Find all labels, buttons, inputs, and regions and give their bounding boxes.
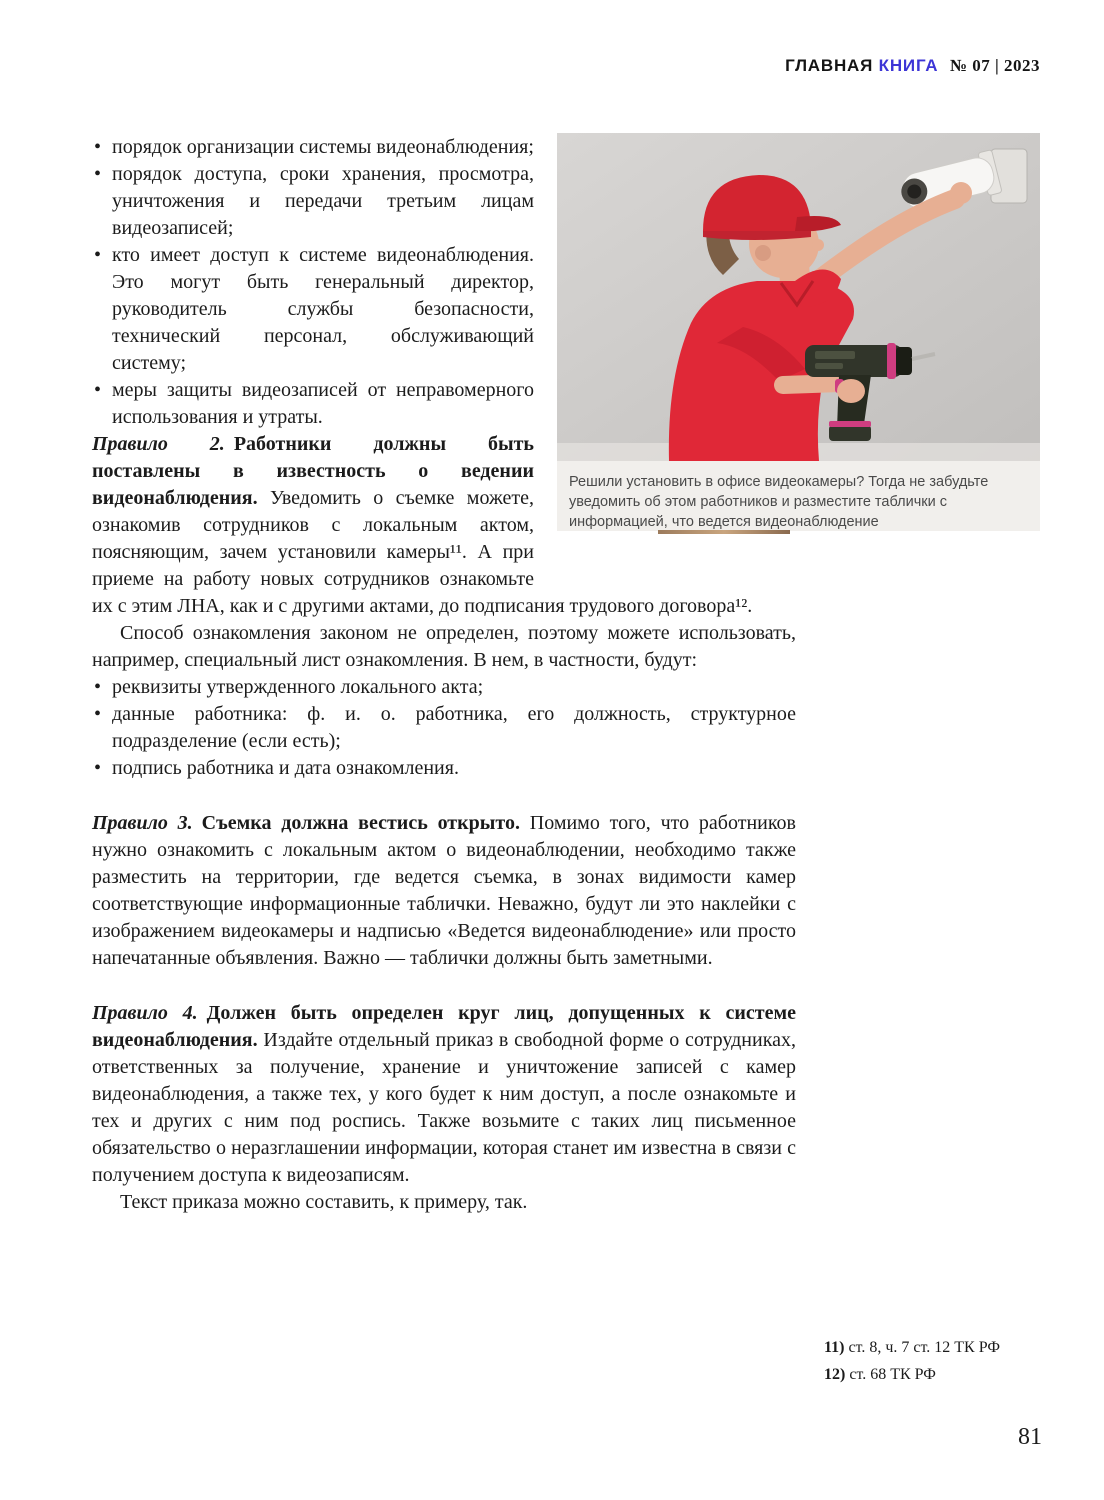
rule-2-label: Правило 2. bbox=[92, 433, 225, 455]
page-number: 81 bbox=[1018, 1424, 1042, 1450]
rule-3-label: Правило 3. bbox=[92, 812, 193, 834]
bullet-list-mid bbox=[92, 674, 796, 782]
footnote-12-text: ст. 68 ТК РФ bbox=[849, 1366, 936, 1383]
bullet-item: • порядок организации системы видеонаблюдения; bbox=[92, 134, 796, 161]
bullet-item: • порядок доступа, сроки хранения, просмотра, уничтожения и передачи третьим лицам видеозаписей; bbox=[92, 161, 796, 242]
issue-number: № 07 | 2023 bbox=[949, 56, 1040, 75]
footnotes bbox=[824, 1334, 1044, 1388]
rule-3-paragraph bbox=[92, 810, 796, 972]
paragraph-final: Текст приказа можно составить, к примеру, так. bbox=[120, 1191, 528, 1213]
footnote-12 bbox=[824, 1361, 1044, 1388]
brand-name-black: ГЛАВНАЯ bbox=[785, 56, 874, 75]
rule-2-title: Работники должны быть поставлены в известность о ведении видеонаблюдения. bbox=[92, 433, 534, 509]
bullet-item: • данные работника: ф. и. о. работника, его должность, структурное подразделение (если есть); bbox=[92, 701, 796, 755]
article-body bbox=[92, 134, 796, 1216]
footnote-11-text: ст. 8, ч. 7 ст. 12 ТК РФ bbox=[848, 1339, 1000, 1356]
bullet-item: • подпись работника и дата ознакомления. bbox=[92, 755, 796, 782]
figure-caption: Решили установить в офисе видеокамеры? Тогда не забудьте уведомить об этом работников и разместите таблички с информацией, что ведется видеонаблюдение bbox=[557, 461, 1040, 531]
footnote-11 bbox=[824, 1334, 1044, 1361]
footnote-11-number: 11) bbox=[824, 1339, 845, 1356]
rule-4-paragraph bbox=[92, 1000, 796, 1189]
bullet-item: • реквизиты утвержденного локального акта; bbox=[92, 674, 796, 701]
rule-4-title: Должен быть определен круг лиц, допущенных к системе видеонаблюдения. bbox=[92, 1002, 796, 1051]
bullet-item: • меры защиты видеозаписей от неправомерного использования и утраты. bbox=[92, 377, 796, 431]
rule-3-title: Съемка должна вестись открыто. bbox=[201, 812, 520, 834]
rule-3-body: Помимо того, что работников нужно ознакомить с локальным актом о видеонаблюдении, необходимо также разместить на территории, где ведется съемка, в зонах видимости камер соответствующие информационные таблички. Неважно, будут ли это наклейки с изображением видеокамеры и надписью «Ведется видеонаблюдение» или просто напечатанные объявления. Важно — таблички должны быть заметными. bbox=[92, 812, 796, 969]
footnote-12-number: 12) bbox=[824, 1366, 846, 1383]
page-header bbox=[785, 56, 1040, 76]
rule-4-body: Издайте отдельный приказ в свободной форме о сотрудниках, ответственных за получение, хранение и уничтожение записей с камер видеонаблюдения, а также тех, у кого будет к ним доступ, а после ознакомьте и тех и других с ним под роспись. Также возьмите с таких лиц письменное обязательство о неразглашении информации, которая станет им известна в связи с получением доступа к видеозаписям. bbox=[92, 1029, 797, 1186]
brand-name-blue: КНИГА bbox=[878, 56, 939, 75]
rule-4-label: Правило 4. bbox=[92, 1002, 198, 1024]
rule-2-body: Уведомить о съемке можете, ознакомив сотрудников с локальным актом, поясняющим, зачем установили камеры¹¹. А при приеме на работу новых сотрудников ознакомьте их с этим ЛНА, как и с другими актами, до подписания трудового договора¹². bbox=[92, 487, 753, 617]
bullet-list-top bbox=[92, 134, 796, 431]
gripping-hand bbox=[837, 379, 865, 403]
paragraph-sposob: Способ ознакомления законом не определен, поэтому можете использовать, например, специальный лист ознакомления. В нем, в частности, будут: bbox=[92, 622, 796, 671]
bullet-item: • кто имеет доступ к системе видеонаблюдения. Это могут быть генеральный директор, руководитель службы безопасности, технический персонал, обслуживающий систему; bbox=[92, 242, 796, 377]
